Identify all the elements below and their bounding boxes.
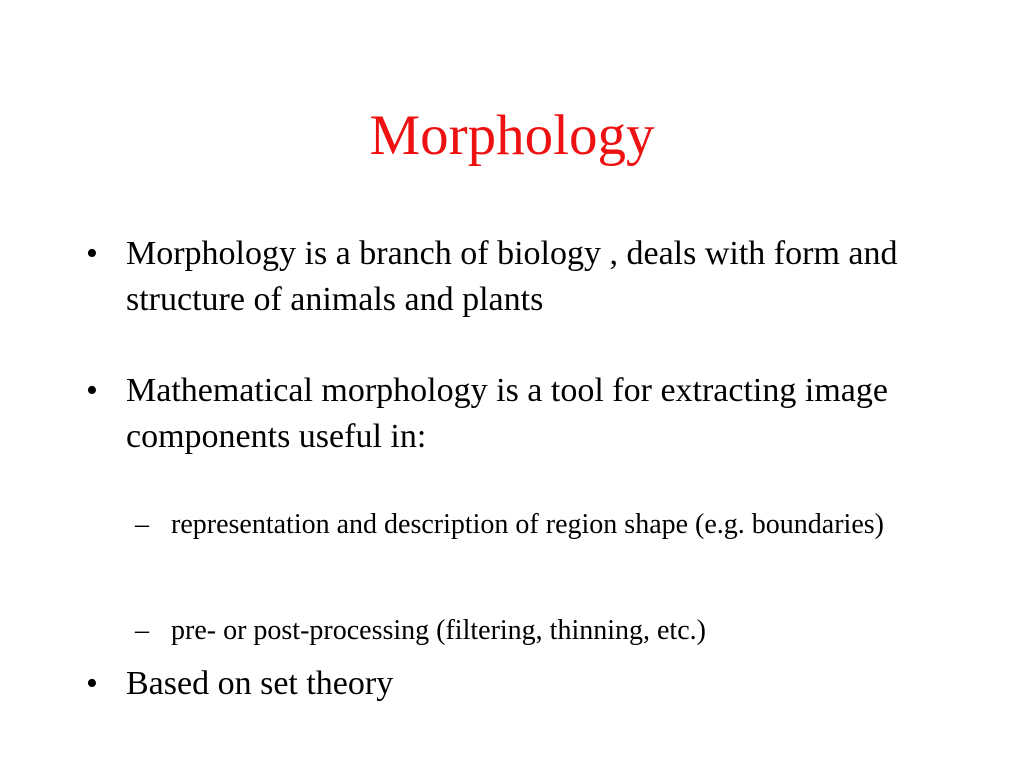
bullet-text: Morphology is a branch of biology , deals with form and structure of animals and plants [126,235,898,318]
bullet-text: Mathematical morphology is a tool for extracting image components useful in: [126,372,888,455]
sub-bullet-text: pre- or post-processing (filtering, thinning, etc.) [171,615,706,646]
dash-marker: – [135,615,149,646]
sub-bullet-item [135,611,895,651]
bullet-marker: • [86,235,98,272]
bullet-item [86,231,986,323]
bullet-item [86,368,986,460]
bullet-item [86,661,986,707]
sub-bullet-text: representation and description of region shape (e.g. boundaries) [171,509,884,540]
dash-marker: – [135,509,149,540]
bullet-marker: • [86,372,98,409]
slide-title: Morphology [369,104,655,167]
bullet-text: Based on set theory [126,665,394,702]
sub-bullet-item [135,505,895,545]
bullet-marker: • [86,665,98,702]
